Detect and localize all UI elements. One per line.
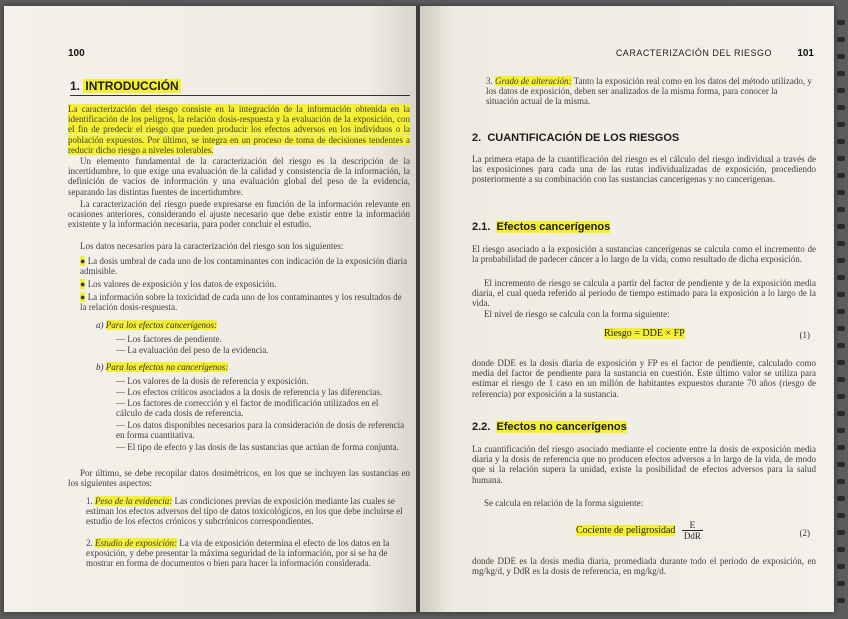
subheading-cancerigenos: a) Para los efectos cancerígenos: xyxy=(96,320,217,330)
spiral-binding xyxy=(834,0,848,619)
binding-ring xyxy=(837,598,845,603)
left-page-number: 100 xyxy=(68,48,85,59)
bullet-item: ● La dosis umbral de cada uno de los contaminantes con indicación de la exposición diaria admisible. xyxy=(80,256,408,277)
noncancer-paragraph: La cuantificación del riesgo asociado mediante el cociente entre la dosis de exposición media diaria y la dosis de referencia que no producen efectos adversos a lo largo de la vida, de modo que si la relación supera la unidad, existe la posibilidad de efectos adversos para la salud humana. xyxy=(472,444,816,485)
list-item: — Los factores de corrección y el factor de modificación utilizados en el cálculo de cada dosis de referencia. xyxy=(116,398,379,419)
binding-ring xyxy=(837,462,845,467)
characterization-paragraph: La caracterización del riesgo puede expresarse en función de la información relevante en ocasiones anteriores, considerando el ajuste necesario que debe existir entre la información existente y la información necesaria, para poder concluir el estudio. xyxy=(68,199,410,230)
cancer-paragraph-2: El incremento de riesgo se calcula a partir del factor de pendiente y de la exposición media diaria, el cual queda referido al período de tiempo estimado para la exposición a lo largo de la vida. xyxy=(472,278,816,309)
right-page xyxy=(420,6,834,612)
list-item: — Los efectos críticos asociados a la dosis de referencia y las diferencias. xyxy=(116,387,383,397)
numbered-item: 2. Estudio de exposición: La vía de exposición determina el efecto de los datos en la exposición, y debe presentar la máxima seguridad de la información, por si se ha de mostrar en forma de documentos o bien para hacer la información considerada. xyxy=(86,538,390,569)
numbered-item: 3. Grado de alteración: Tanto la exposición real como en los datos del método utilizado, y los datos de exposición, deben ser analizados de la misma forma, para conocer la situación actual de la misma. xyxy=(486,76,812,107)
binding-ring xyxy=(837,20,845,25)
binding-ring xyxy=(837,241,845,246)
noncancer-paragraph-2: Se calcula en relación de la forma siguiente: xyxy=(484,498,644,508)
binding-ring xyxy=(837,581,845,586)
list-item: — Los valores de la dosis de referencia y exposición. xyxy=(116,376,309,386)
binding-ring xyxy=(837,275,845,280)
list-item: — La evaluación del peso de la evidencia. xyxy=(116,345,269,355)
binding-ring xyxy=(837,207,845,212)
binding-ring xyxy=(837,530,845,535)
binding-ring xyxy=(837,224,845,229)
uncertainty-paragraph: Un elemento fundamental de la caracterización del riesgo es la descripción de la incertidumbre, lo que exige una evaluación de la calidad y consistencia de la información, la definición de vacíos de información y una evaluación global del peso de la evidencia, separando las distintas fuentes de incertidumbre. xyxy=(68,156,410,197)
right-page-number: 101 xyxy=(797,48,814,59)
list-item: — El tipo de efecto y las dosis de las sustancias que actúan de forma conjunta. xyxy=(116,442,399,452)
binding-ring xyxy=(837,411,845,416)
left-page xyxy=(4,6,418,612)
list-item: — Los datos disponibles necesarios para la consideración de dosis de referencia en forma cuantitativa. xyxy=(116,420,405,441)
binding-ring xyxy=(837,292,845,297)
binding-ring xyxy=(837,377,845,382)
subsection-heading-cancerigenos: 2.1. Efectos cancerígenos xyxy=(472,221,611,233)
equation-2: Cociente de peligrosidad E DdR xyxy=(576,520,701,541)
binding-ring xyxy=(837,564,845,569)
binding-ring xyxy=(837,394,845,399)
list-item: — Los factores de pendiente. xyxy=(116,334,222,344)
noncancer-paragraph-3: donde DDE es la dosis media diaria, promediada durante todo el período de exposición, en mg/kg/d, y DdR es la dosis de referencia, en mg/kg/d. xyxy=(472,556,816,577)
binding-ring xyxy=(837,360,845,365)
dosimetric-paragraph: Por último, se debe recopilar datos dosimétricos, en los que se incluyen las sustancias en los siguientes aspectos: xyxy=(68,468,410,489)
binding-ring xyxy=(837,173,845,178)
cancer-paragraph-4: donde DDE es la dosis diaria de exposición y FP es el factor de pendiente, calculado como media del factor de pendiente para la sustancia en cuestión. Este último valor se utiliza para estimar el riesgo de 1 caso en un millón de habitantes expuestos durante 70 años (riesgo de referencia) por exposición a la sustancia. xyxy=(472,358,816,399)
bullet-item: ● Los valores de exposición y los datos de exposición. xyxy=(80,279,277,289)
binding-ring xyxy=(837,88,845,93)
numbered-item: 1. Peso de la evidencia: Las condiciones previas de exposición mediante las cuales se estiman los efectos adversos del tipo de datos toxicológicos, en los que debe incluirse el estudio de los efectos crónicos y subcrónicos correspondientes. xyxy=(86,496,403,527)
intro-paragraph: La caracterización del riesgo consiste en la integración de la información obtenida en la identificación de los peligros, la relación dosis-respuesta y la evaluación de la exposición, con el fin de predecir el riesgo que pueden producir los efectos adversos en los individuos o la población expuestos. Por último, se integra en un proceso de toma de decisiones tendentes a reducir dicho riesgo a niveles tolerables. xyxy=(68,104,410,155)
equation-1-number: (1) xyxy=(799,330,810,340)
binding-ring xyxy=(837,547,845,552)
heading-rule xyxy=(70,95,410,96)
binding-ring xyxy=(837,309,845,314)
section-heading-introduccion xyxy=(70,79,181,93)
cancer-paragraph: El riesgo asociado a la exposición a sustancias cancerígenas se calcula como el incremento de la probabilidad de padecer cáncer a lo largo de la vida, como resultado de dicha exposición. xyxy=(472,244,816,265)
binding-ring xyxy=(837,156,845,161)
binding-ring xyxy=(837,479,845,484)
binding-ring xyxy=(837,445,845,450)
binding-ring xyxy=(837,326,845,331)
bullet-item: ● La información sobre la toxicidad de cada uno de los contaminantes y los resultados de la relación dosis-respuesta. xyxy=(80,292,402,313)
binding-ring xyxy=(837,37,845,42)
binding-ring xyxy=(837,428,845,433)
equation-2-number: (2) xyxy=(799,528,810,538)
book-spread xyxy=(4,6,834,612)
equation-1: Riesgo = DDE × FP xyxy=(604,328,685,339)
binding-ring xyxy=(837,258,845,263)
binding-ring xyxy=(837,496,845,501)
binding-ring xyxy=(837,190,845,195)
binding-ring xyxy=(837,139,845,144)
binding-ring xyxy=(837,54,845,59)
section-number: 1. xyxy=(70,79,81,93)
section-heading-cuantificacion: 2. CUANTIFICACIÓN DE LOS RIESGOS xyxy=(472,132,680,144)
binding-ring xyxy=(837,513,845,518)
cancer-paragraph-3: El nivel de riesgo se calcula con la forma siguiente: xyxy=(484,309,670,319)
binding-ring xyxy=(837,105,845,110)
binding-ring xyxy=(837,122,845,127)
quantification-paragraph: La primera etapa de la cuantificación del riesgo es el cálculo del riesgo individual a través de las exposiciones para cada una de las rutas individualizadas de exposición, procediendo posteriormente a su combinación con las sustancias cancerígenas y no cancerígenas. xyxy=(472,154,816,185)
binding-ring xyxy=(837,343,845,348)
subsection-heading-no-cancerigenos: 2.2. Efectos no cancerígenos xyxy=(472,421,627,433)
subheading-no-cancerigenos: b) Para los efectos no cancerígenos: xyxy=(96,362,229,372)
binding-ring xyxy=(837,71,845,76)
running-head: CARACTERIZACIÓN DEL RIESGO xyxy=(615,48,772,58)
section-title: INTRODUCCIÓN xyxy=(85,79,179,93)
required-data-intro: Los datos necesarios para la caracterización del riesgo son los siguientes: xyxy=(80,241,344,251)
